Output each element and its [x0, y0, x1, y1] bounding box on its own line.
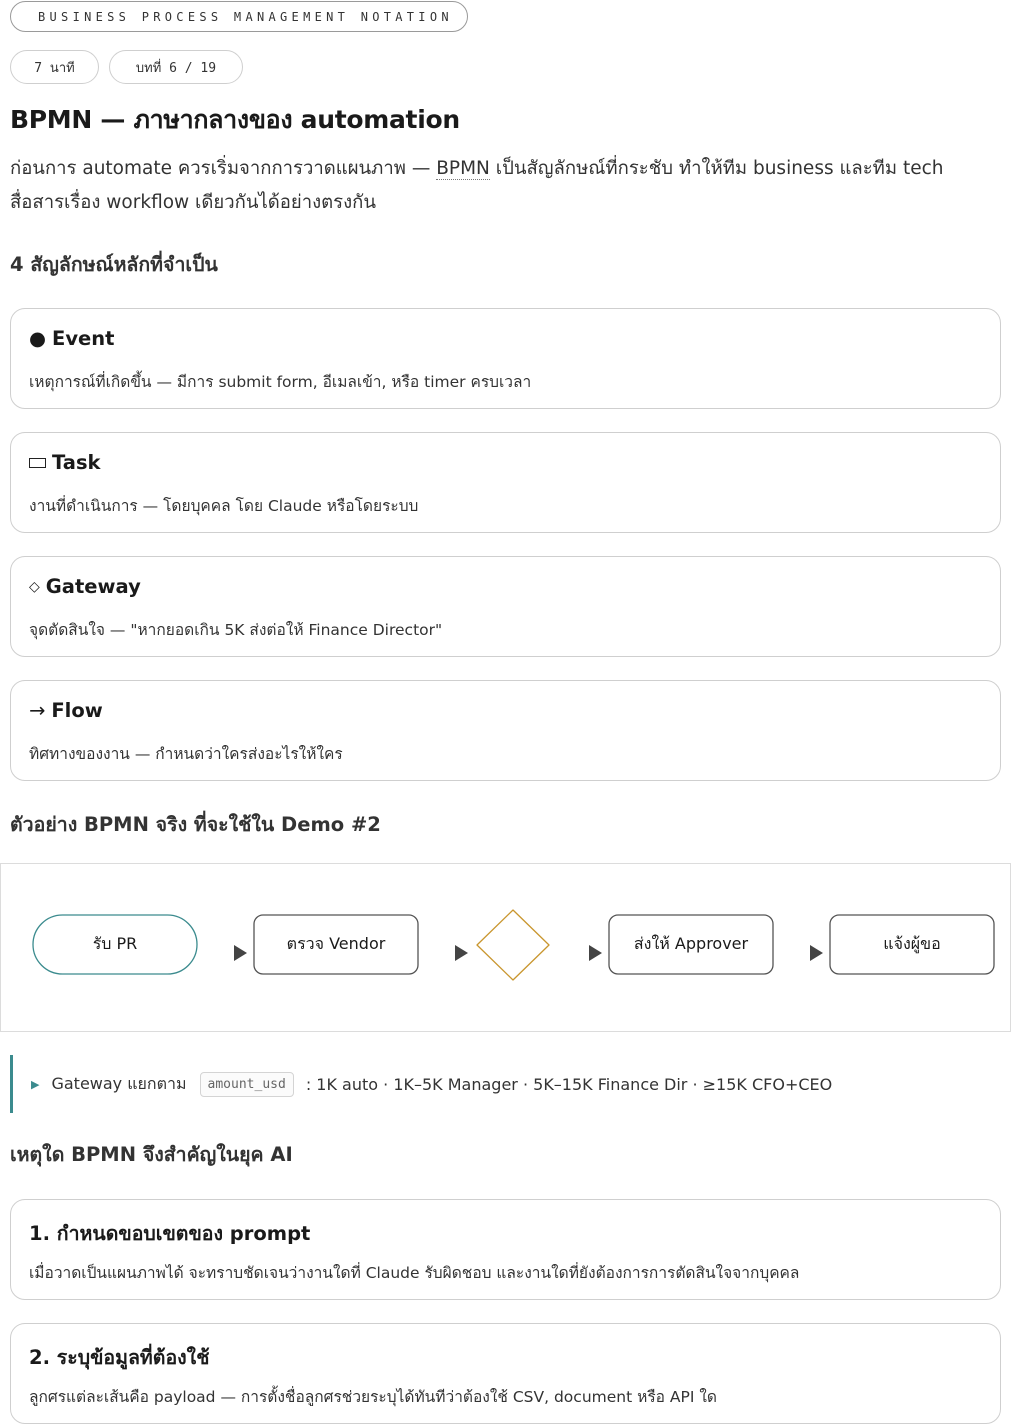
- note-prefix: Gateway แยกตาม: [51, 1073, 187, 1093]
- symbol-card-title-text: Task: [52, 451, 101, 474]
- intro-text-after: เป็นสัญลักษณ์ที่กระชับ ทำให้ทีม business และทีม tech สื่อสารเรื่อง workflow เดียวกันได้อย่างตรงกัน: [10, 158, 944, 213]
- symbols-heading: 4 สัญลักษณ์หลักที่จำเป็น: [10, 253, 218, 276]
- symbol-card-title-text: Flow: [51, 699, 103, 722]
- why-card-title: 2. ระบุข้อมูลที่ต้องใช้: [29, 1346, 210, 1369]
- gateway-node-shape: [477, 910, 549, 980]
- bpmn-abbr[interactable]: BPMN: [436, 158, 490, 179]
- symbol-card-desc: จุดตัดสินใจ — "หากยอดเกิน 5K ส่งต่อให้ Finance Director": [29, 621, 443, 639]
- symbol-card-desc: ทิศทางของงาน — กำหนดว่าใครส่งอะไรให้ใคร: [29, 745, 343, 763]
- symbol-card-title: [29, 575, 141, 598]
- why-card-title: 1. กำหนดขอบเขตของ prompt: [29, 1222, 311, 1245]
- symbol-card-title: [29, 699, 103, 722]
- why-heading: เหตุใด BPMN จึงสำคัญในยุค AI: [10, 1143, 293, 1166]
- caret-right-icon: ▶: [31, 1077, 40, 1091]
- read-time-pill: 7 นาที: [10, 50, 99, 84]
- intro-paragraph: [10, 152, 1000, 220]
- example-heading: ตัวอย่าง BPMN จริง ที่จะใช้ใน Demo #2: [10, 813, 381, 836]
- task-node-label: ตรวจ Vendor: [286, 934, 386, 953]
- gateway-note: [10, 1055, 1000, 1113]
- symbol-card-title-text: Gateway: [45, 575, 141, 598]
- code-amount-usd: amount_usd: [200, 1072, 294, 1097]
- event-node-label: รับ PR: [92, 934, 138, 953]
- why-card-data-needed: [10, 1323, 1001, 1424]
- symbol-card-title: [29, 451, 101, 474]
- symbol-card-title: [29, 327, 114, 350]
- flow-arrowhead: [589, 945, 602, 961]
- symbol-card-task: [10, 432, 1001, 533]
- flow-arrowhead: [455, 945, 468, 961]
- task-node-label: แจ้งผู้ขอ: [883, 934, 941, 953]
- note-suffix: : 1K auto · 1K–5K Manager · 5K–15K Finance Dir · ≥15K CFO+CEO: [305, 1074, 833, 1094]
- flow-arrowhead: [810, 945, 823, 961]
- why-card-desc: เมื่อวาดเป็นแผนภาพได้ จะทราบชัดเจนว่างานใดที่ Claude รับผิดชอบ และงานใดที่ยังต้องการการตัดสินใจจากบุคคล: [29, 1264, 800, 1282]
- flow-arrowhead: [234, 945, 247, 961]
- symbol-card-title-text: Event: [52, 327, 115, 350]
- symbol-card-flow: [10, 680, 1001, 781]
- why-card-prompt-scope: [10, 1199, 1001, 1300]
- intro-text-before: ก่อนการ automate ควรเริ่มจากการวาดแผนภาพ —: [10, 158, 437, 179]
- task-rectangle-icon: [29, 458, 46, 468]
- gateway-diamond-icon: ◇: [29, 578, 40, 595]
- event-dot-icon: ●: [29, 327, 47, 350]
- kicker-badge: BUSINESS PROCESS MANAGEMENT NOTATION: [10, 1, 468, 32]
- chapter-pill: บทที่ 6 / 19: [109, 50, 243, 84]
- symbol-card-gateway: [10, 556, 1001, 657]
- bpmn-diagram: [0, 863, 1011, 1032]
- symbol-card-desc: เหตุการณ์ที่เกิดขึ้น — มีการ submit form, อีเมลเข้า, หรือ timer ครบเวลา: [29, 373, 532, 391]
- page-title: BPMN — ภาษากลางของ automation: [10, 105, 460, 134]
- flow-arrow-icon: →: [29, 699, 46, 722]
- why-card-desc: ลูกศรแต่ละเส้นคือ payload — การตั้งชื่อลูกศรช่วยระบุได้ทันทีว่าต้องใช้ CSV, document หรือ API ใด: [29, 1388, 717, 1406]
- task-node-label: ส่งให้ Approver: [633, 934, 749, 953]
- symbol-card-desc: งานที่ดำเนินการ — โดยบุคคล โดย Claude หรือโดยระบบ: [29, 497, 419, 515]
- symbol-card-event: [10, 308, 1001, 409]
